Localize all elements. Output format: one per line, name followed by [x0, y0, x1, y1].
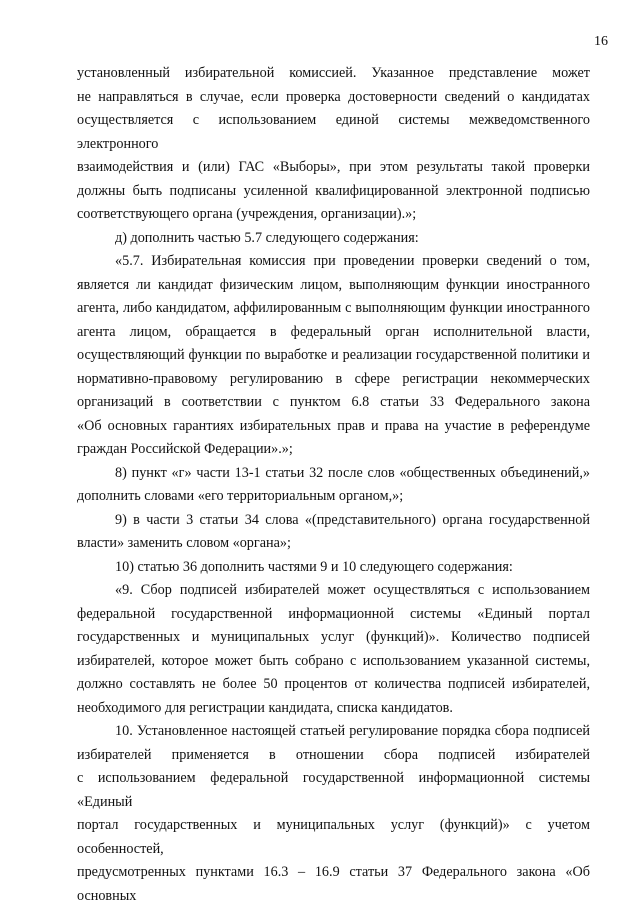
text-line: предусмотренных пунктами 16.3 – 16.9 статьи 37 Федерального закона «Об основных [77, 864, 590, 904]
text-line: 8) пункт «г» части 13-1 статьи 32 после слов «общественных объединений,» [115, 464, 590, 481]
text-line: «Об основных гарантиях избирательных прав и права на участие в референдуме [77, 417, 590, 434]
text-line: взаимодействия и (или) ГАС «Выборы», при этом результаты такой проверки [77, 159, 590, 175]
text-line: организаций в соответствии с пунктом 6.8 статьи 33 Федерального закона [77, 394, 590, 410]
text-line: 10) статью 36 дополнить частями 9 и 10 следующего содержания: [115, 558, 513, 575]
text-line: должно составлять не более 50 процентов от количества подписей избирателей, [77, 676, 590, 692]
text-line: 10. Установленное настоящей статьей регулирование порядка сбора подписей [115, 723, 590, 739]
text-line: необходимого для регистрации кандидата, списка кандидатов. [77, 699, 453, 716]
text-line: агента лицом, обращается в федеральный орган исполнительной власти, [77, 323, 590, 340]
text-line: власти» заменить словом «органа»; [77, 535, 291, 551]
text-line: осуществляется с использованием единой системы межведомственного электронного [77, 112, 590, 152]
text-line: «5.7. Избирательная комиссия при проведении проверки сведений о том, [115, 253, 590, 269]
text-line: граждан Российской Федерации».»; [77, 441, 293, 457]
text-line: государственных и муниципальных услуг (функций)». Количество подписей [77, 629, 590, 645]
text-line: является ли кандидат физическим лицом, выполняющим функции иностранного [77, 276, 590, 293]
text-line: агента, либо кандидатом, аффилированным с выполняющим функции иностранного [77, 300, 590, 316]
text-line: соответствующего органа (учреждения, организации).»; [77, 206, 417, 222]
text-line: должны быть подписаны усиленной квалифицированной электронной подписью [77, 182, 590, 199]
text-line: дополнить словами «его территориальным органом,»; [77, 488, 404, 504]
page-number: 16 [594, 34, 608, 49]
text-line: «9. Сбор подписей избирателей может осуществляться с использованием [115, 582, 590, 598]
text-line: портал государственных и муниципальных услуг (функций)» с учетом особенностей, [77, 817, 590, 857]
text-line: с использованием федеральной государственной информационной системы «Единый [77, 770, 590, 810]
text-line: д) дополнить частью 5.7 следующего содержания: [115, 229, 419, 246]
text-line: федеральной государственной информационной системы «Единый портал [77, 605, 590, 622]
text-line: осуществляющий функции по выработке и реализации государственной политики и [77, 347, 590, 363]
document-body [77, 62, 590, 908]
text-line: нормативно-правовому регулированию в сфере регистрации некоммерческих [77, 370, 590, 387]
text-line: установленный избирательной комиссией. Указанное представление может [77, 65, 590, 81]
text-line: 9) в части 3 статьи 34 слова «(представительного) органа государственной [115, 511, 590, 528]
text-line: не направляться в случае, если проверка достоверности сведений о кандидатах [77, 88, 590, 105]
text-line: избирателей, которое может быть собрано с использованием указанной системы, [77, 652, 590, 669]
text-line: избирателей применяется в отношении сбора подписей избирателей [77, 746, 590, 763]
